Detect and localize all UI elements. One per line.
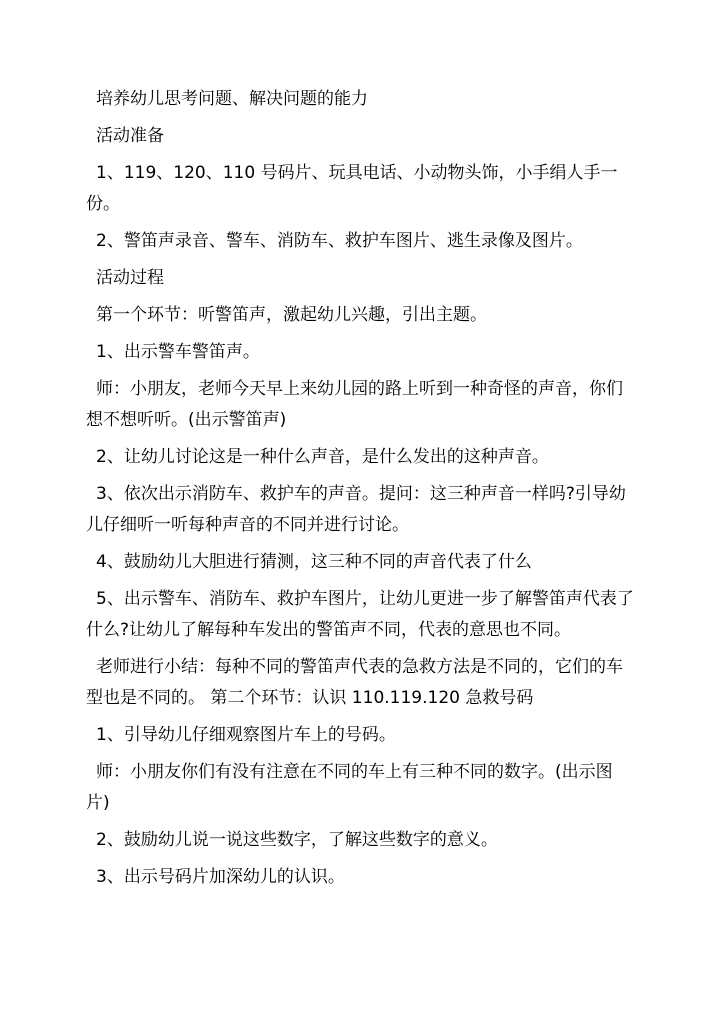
paragraph-step-1: 1、出示警车警笛声。 bbox=[96, 342, 260, 362]
paragraph-section-1: 第一个环节：听警笛声，激起幼儿兴趣，引出主题。 bbox=[96, 305, 487, 325]
paragraph-section2-step-1: 1、引导幼儿仔细观察图片车上的号码。 bbox=[96, 725, 396, 745]
heading-activity-preparation: 活动准备 bbox=[96, 126, 164, 146]
paragraph-preparation-2: 2、警笛声录音、警车、消防车、救护车图片、逃生录像及图片。 bbox=[96, 231, 583, 251]
paragraph-step-5: 5、出示警车、消防车、救护车图片，让幼儿更进一步了解警笛声代表了什么?让幼儿了解每种车发出的警笛声不同，代表的意思也不同。 bbox=[86, 589, 634, 640]
paragraph-step-3: 3、依次出示消防车、救护车的声音。提问：这三种声音一样吗?引导幼儿仔细听一听每种声音的不同并进行讨论。 bbox=[86, 484, 626, 535]
paragraph-goal: 培养幼儿思考问题、解决问题的能力 bbox=[96, 89, 368, 109]
paragraph-step-4: 4、鼓励幼儿大胆进行猜测，这三种不同的声音代表了什么 bbox=[96, 552, 532, 572]
paragraph-section2-step-3: 3、出示号码片加深幼儿的认识。 bbox=[96, 867, 345, 887]
heading-activity-process: 活动过程 bbox=[96, 268, 164, 288]
paragraph-preparation-1: 1、119、120、110 号码片、玩具电话、小动物头饰，小手绢人手一份。 bbox=[86, 163, 618, 214]
paragraph-summary-section-2: 老师进行小结：每种不同的警笛声代表的急救方法是不同的，它们的车型也是不同的。 第二个环节：认识 110.119.120 急救号码 bbox=[86, 657, 623, 708]
paragraph-section2-step-2: 2、鼓励幼儿说一说这些数字，了解这些数字的意义。 bbox=[96, 830, 498, 850]
paragraph-teacher-1: 师：小朋友，老师今天早上来幼儿园的路上听到一种奇怪的声音，你们想不想听听。(出示警笛声) bbox=[86, 379, 623, 430]
paragraph-teacher-2: 师：小朋友你们有没有注意在不同的车上有三种不同的数字。(出示图片) bbox=[86, 762, 613, 813]
document-body bbox=[86, 84, 636, 893]
paragraph-step-2: 2、让幼儿讨论这是一种什么声音，是什么发出的这种声音。 bbox=[96, 447, 549, 467]
